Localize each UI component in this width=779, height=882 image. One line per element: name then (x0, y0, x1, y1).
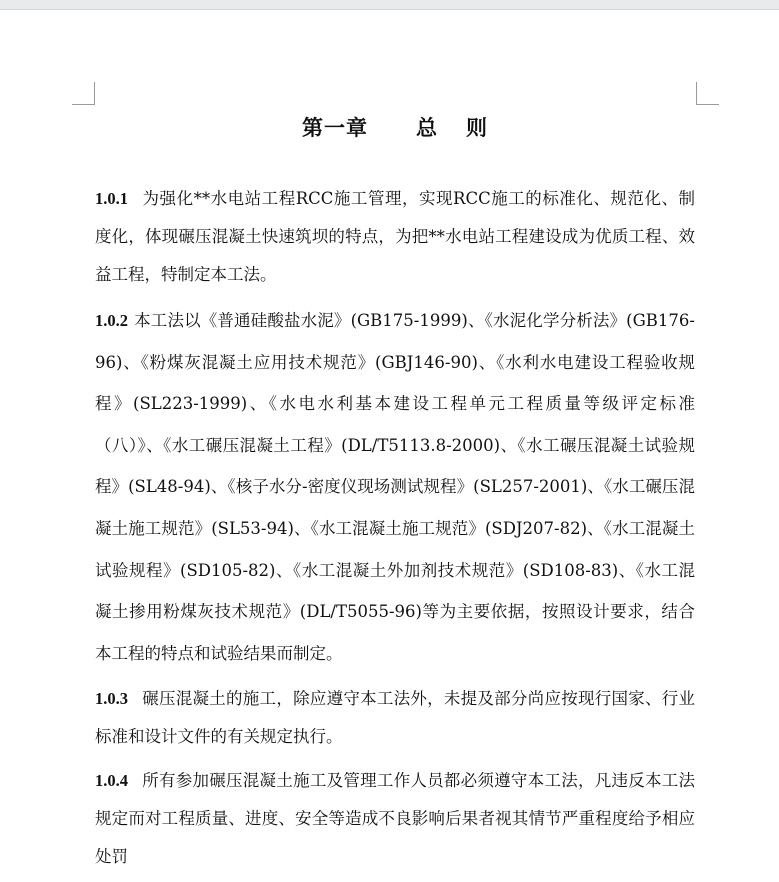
section-text: 本工法以《普通硅酸盐水泥》(GB175-1999)、《水泥化学分析法》(GB176-96)、《粉煤灰混凝土应用技术规范》(GBJ146-90)、《水利水电建设工程验收规程》(SL223-1999)、《水电水利基本建设工程单元工程质量等级评定标准（八）》、《水工碾压混凝土工程》(DL/T5113.8-2000)、《水工碾压混凝土试验规程》(SL48-94)、《核子水分-密度仪现场测试规程》(SL257-2001)、《水工碾压混凝土施工规范》(SL53-94)、《水工混凝土施工规范》(SDJ207-82)、《水工混凝土试验规程》(SD105-82)、《水工混凝土外加剂技术规范》(SD108-83)、《水工混凝土掺用粉煤灰技术规范》(DL/T5055-96)等为主要依据，按照设计要求，结合本工程的特点和试验结果而制定。 (95, 311, 695, 663)
chapter-name-char-2: 则 (466, 115, 488, 140)
section-text: 为强化**水电站工程RCC施工管理，实现RCC施工的标准化、规范化、制度化，体现碾压混凝土快速筑坝的特点，为把**水电站工程建设成为优质工程、效益工程，特制定本工法。 (95, 189, 695, 284)
section-1-0-4 (95, 762, 695, 876)
section-number: 1.0.4 (95, 771, 128, 791)
section-1-0-2 (95, 300, 695, 674)
section-number: 1.0.3 (95, 689, 128, 709)
section-number: 1.0.1 (95, 189, 128, 208)
section-number: 1.0.2 (95, 311, 128, 330)
window-top-bar (0, 0, 779, 10)
document-page (95, 108, 695, 882)
section-text: 所有参加碾压混凝土施工及管理工作人员都必须遵守本工法，凡违反本工法规定而对工程质量、进度、安全等造成不良影响后果者视其情节严重程度给予相应处罚 (95, 771, 695, 867)
section-1-0-3 (95, 680, 695, 756)
chapter-name-char-1: 总 (416, 115, 438, 140)
section-text: 碾压混凝土的施工，除应遵守本工法外，未提及部分尚应按现行国家、行业标准和设计文件的有关规定执行。 (95, 689, 695, 747)
page-margin-corner-left (72, 82, 95, 105)
page-margin-corner-right (696, 82, 719, 105)
chapter-title (95, 108, 695, 148)
chapter-number: 第一章 (302, 115, 368, 140)
section-1-0-1 (95, 180, 695, 294)
